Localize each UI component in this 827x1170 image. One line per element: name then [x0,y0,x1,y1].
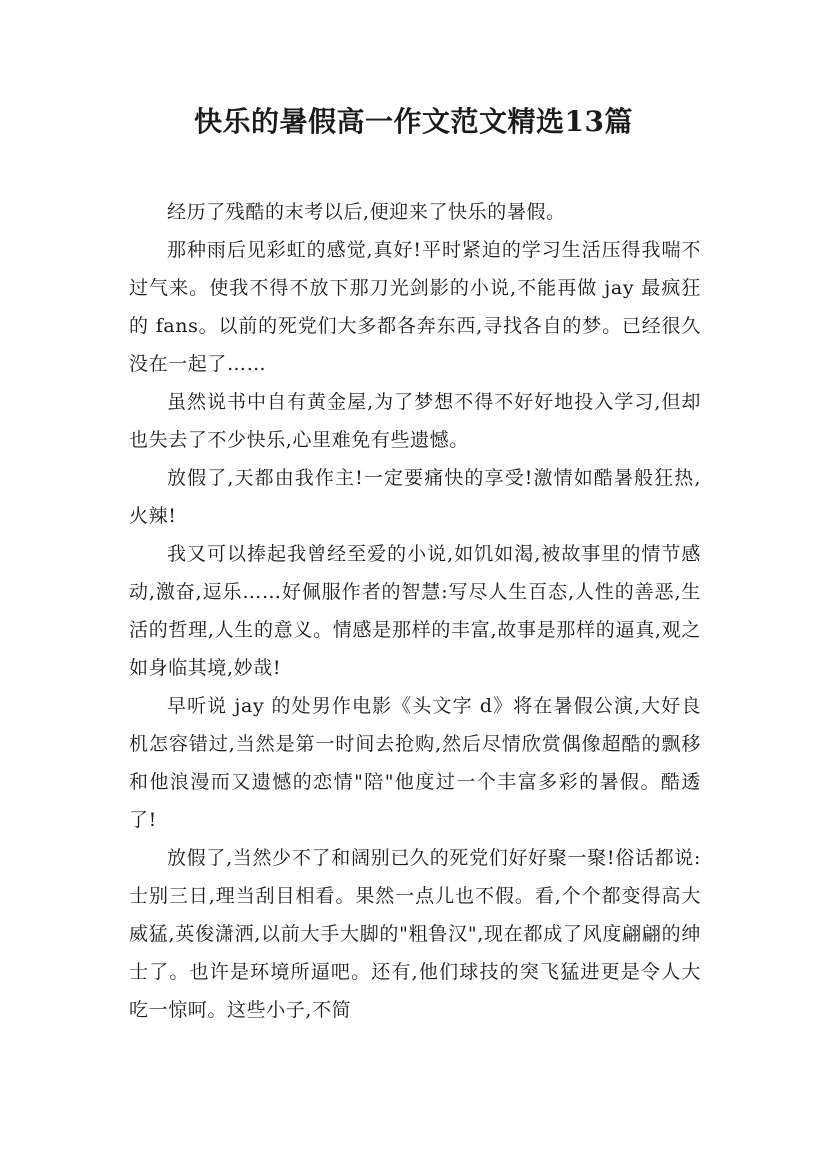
paragraph-3: 虽然说书中自有黄金屋,为了梦想不得不好好地投入学习,但却也失去了不少快乐,心里难免有些遗憾。 [129,391,701,451]
document-title: 快乐的暑假高一作文范文精选13篇 [194,105,633,138]
paragraph-2: 那种雨后见彩虹的感觉,真好!平时紧迫的学习生活压得我喘不过气来。使我不得不放下那刀光剑影的小说,不能再做 jay 最疯狂的 fans。以前的死党们大多都各奔东西,寻找各自的梦。已经很久没在一起了…… [129,239,701,375]
paragraph-7: 放假了,当然少不了和阔别已久的死党们好好聚一聚!俗话都说:士别三日,理当刮目相看。果然一点儿也不假。看,个个都变得高大威猛,英俊潇洒,以前大手大脚的"粗鲁汉",现在都成了风度翩翩的绅士了。也许是环境所逼吧。还有,他们球技的突飞猛进更是令人大吃一惊呵。这些小子,不简 [129,847,701,1021]
paragraph-4: 放假了,天都由我作主!一定要痛快的享受!激情如酷暑般狂热,火辣! [129,467,701,527]
paragraph-6: 早听说 jay 的处男作电影《头文字 d》将在暑假公演,大好良机怎容错过,当然是第一时间去抢购,然后尽情欣赏偶像超酷的飘移和他浪漫而又遗憾的恋情"陪"他度过一个丰富多彩的暑假。酷透了! [129,695,701,831]
paragraph-1: 经历了残酷的末考以后,便迎来了快乐的暑假。 [167,201,566,223]
paragraph-5: 我又可以捧起我曾经至爱的小说,如饥如渴,被故事里的情节感动,激奋,逗乐……好佩服作者的智慧:写尽人生百态,人性的善恶,生活的哲理,人生的意义。情感是那样的丰富,故事是那样的逼真,观之如身临其境,妙哉! [129,543,701,679]
document-body [129,193,701,1029]
